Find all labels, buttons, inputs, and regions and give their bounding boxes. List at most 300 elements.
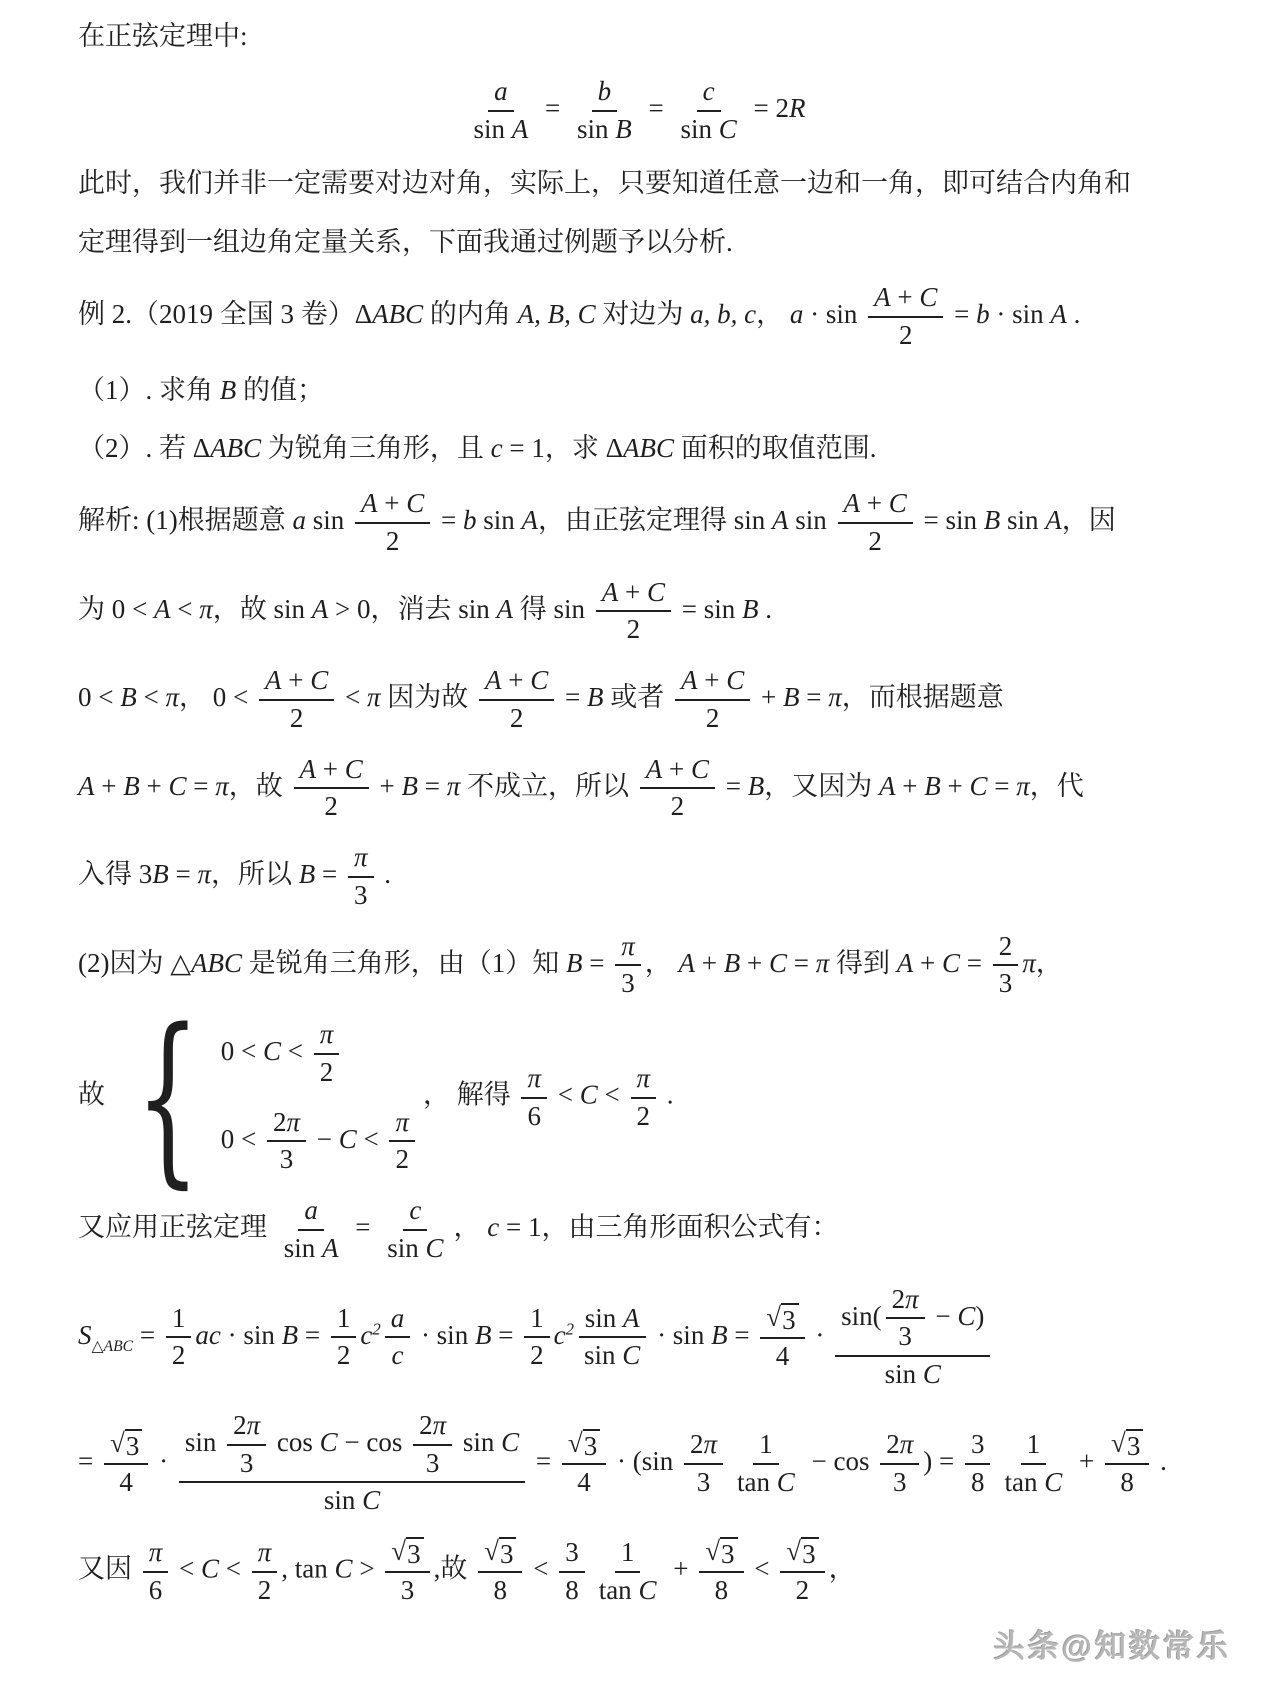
doc-line xyxy=(78,841,1191,913)
math-roman: = xyxy=(719,770,748,801)
fraction-numerator xyxy=(252,1536,278,1573)
math-roman: + xyxy=(316,753,345,784)
fraction-denominator xyxy=(395,1573,421,1608)
math-roman: < xyxy=(526,1553,556,1584)
fraction-denominator xyxy=(731,1465,801,1500)
fraction-denominator xyxy=(709,1573,735,1608)
radical-sign-icon: √ xyxy=(109,1428,125,1459)
fraction-denominator xyxy=(522,1099,548,1134)
math-variable: c xyxy=(487,1212,500,1243)
sqrt-expression xyxy=(568,1429,600,1462)
math-roman: = xyxy=(168,859,198,890)
math-roman: + xyxy=(695,947,724,978)
math-variable: B xyxy=(401,770,418,801)
math-variable: π xyxy=(366,682,381,713)
math-roman: 3 xyxy=(621,968,635,999)
math-roman: = xyxy=(186,770,216,801)
math-variable: C xyxy=(718,113,737,144)
math-variable: π xyxy=(148,1536,163,1567)
fraction-denominator xyxy=(318,789,344,824)
math-variable: B xyxy=(924,770,941,801)
math-roman: + xyxy=(860,488,889,519)
math-roman: 1 xyxy=(336,1302,351,1333)
math-roman: = xyxy=(641,92,671,123)
math-variable: C xyxy=(922,1359,941,1390)
text-run: ，代 xyxy=(1029,770,1084,801)
fraction-denominator xyxy=(631,1099,657,1134)
fraction-numerator xyxy=(385,1535,429,1573)
fraction-numerator xyxy=(615,930,641,967)
fraction-numerator xyxy=(675,664,750,701)
math-roman: > xyxy=(352,1553,382,1584)
doc-line xyxy=(78,163,1191,205)
text-run: 故 xyxy=(78,1079,105,1110)
math-fraction xyxy=(675,664,750,736)
text-run: （2）. 若 xyxy=(78,433,193,464)
math-fraction xyxy=(252,1536,278,1608)
math-fraction xyxy=(294,753,369,825)
text-run: ，而根据题意 xyxy=(841,682,1004,713)
text-run: 为锐角三角形，且 xyxy=(261,433,491,464)
math-roman: < xyxy=(356,1123,386,1154)
math-variable: C xyxy=(647,576,666,607)
math-roman: 2 xyxy=(395,1144,409,1175)
math-roman: 8 xyxy=(970,1466,985,1497)
text-run: ，消去 xyxy=(370,593,459,624)
fraction-denominator xyxy=(998,1465,1068,1500)
math-fraction xyxy=(578,1302,646,1374)
fraction-denominator xyxy=(879,1357,947,1392)
math-roman: = xyxy=(538,92,567,123)
math-roman: 4 xyxy=(119,1467,133,1498)
radical-sign-icon: √ xyxy=(766,1301,782,1332)
math-roman: 0 < xyxy=(78,682,121,713)
text-run: 不成立，所以 xyxy=(460,770,636,801)
fraction-numerator xyxy=(631,1062,657,1099)
fraction-numerator xyxy=(389,1106,415,1143)
math-superscript: 2 xyxy=(565,1319,575,1339)
math-roman: sin xyxy=(273,593,312,624)
doc-line xyxy=(78,370,1191,412)
math-fraction xyxy=(559,1536,585,1608)
math-roman: 3 xyxy=(696,1466,711,1497)
fraction-numerator xyxy=(592,75,618,112)
math-roman: 1 xyxy=(759,1428,773,1459)
math-roman: = xyxy=(298,1319,327,1350)
math-fraction xyxy=(521,1062,547,1134)
fraction-denominator xyxy=(113,1465,139,1500)
fraction-numerator xyxy=(403,1194,427,1231)
math-variable: π xyxy=(1022,947,1036,978)
text-run: ，故 xyxy=(212,593,274,624)
math-roman: 2 xyxy=(705,702,720,733)
text-run: 入得 xyxy=(78,859,139,890)
doc-line xyxy=(78,930,1191,1002)
math-variable: C xyxy=(338,1123,357,1154)
fraction-numerator xyxy=(559,1536,585,1573)
math-roman: 4 xyxy=(577,1467,591,1498)
math-variable: π xyxy=(197,859,212,890)
math-roman: ) = xyxy=(923,1445,961,1476)
radical-sign-icon: √ xyxy=(567,1428,583,1459)
math-roman: , tan xyxy=(281,1553,335,1584)
math-variable: C xyxy=(690,753,709,784)
math-roman: + xyxy=(618,576,648,607)
math-roman: = 1 xyxy=(502,433,545,464)
text-run: (2)因为 xyxy=(78,947,171,978)
math-roman: sin xyxy=(473,113,512,144)
math-roman: sin xyxy=(553,593,592,624)
math-variable: π xyxy=(1016,770,1030,801)
fraction-denominator xyxy=(700,701,726,736)
math-fraction xyxy=(267,1106,306,1178)
fraction-denominator xyxy=(559,1573,585,1608)
math-roman: 2 xyxy=(319,1056,334,1087)
math-fraction xyxy=(524,1302,550,1374)
math-roman: · sin xyxy=(989,298,1051,329)
fraction-denominator xyxy=(143,1573,169,1608)
math-roman: . xyxy=(1066,298,1081,329)
math-variable: C xyxy=(425,1232,444,1263)
equation-system xyxy=(109,989,419,1206)
fraction-denominator xyxy=(524,1338,550,1373)
math-roman: 3 xyxy=(565,1536,579,1567)
math-roman: = xyxy=(133,1319,162,1350)
math-fraction xyxy=(993,930,1019,1002)
math-variable: A xyxy=(299,753,316,784)
fraction-denominator xyxy=(348,878,374,913)
math-variable: π xyxy=(165,682,179,713)
sqrt-expression xyxy=(766,1303,798,1336)
math-roman: 2 xyxy=(636,1100,651,1131)
math-roman: 2 xyxy=(891,1283,906,1314)
math-roman: 3 xyxy=(354,879,368,910)
fraction-denominator xyxy=(790,1573,816,1608)
math-variable: π xyxy=(215,770,229,801)
sqrt-expression xyxy=(786,1537,818,1570)
math-variable: π xyxy=(446,770,461,801)
doc-line xyxy=(78,753,1191,825)
fraction-denominator xyxy=(893,318,919,353)
math-roman: ) xyxy=(975,1300,985,1331)
math-variable: ac xyxy=(195,1319,221,1350)
math-roman: 3 xyxy=(970,1428,985,1459)
math-variable: b xyxy=(462,505,477,536)
math-roman: = xyxy=(799,682,829,713)
text-run: 又应用正弦定理 xyxy=(78,1212,274,1243)
fraction-denominator xyxy=(381,1231,449,1266)
math-fraction xyxy=(478,1535,522,1608)
math-variable: a xyxy=(789,298,804,329)
math-roman: 2 xyxy=(419,1409,433,1440)
text-run: ，所以 xyxy=(211,859,299,890)
math-roman: 2 xyxy=(324,791,338,822)
fraction-denominator xyxy=(862,524,888,559)
math-fraction xyxy=(998,1428,1068,1500)
math-roman: tan xyxy=(598,1574,639,1605)
math-fraction xyxy=(348,841,374,913)
fraction-denominator xyxy=(284,701,310,736)
fraction-denominator xyxy=(571,112,638,147)
math-roman: < xyxy=(551,1079,580,1110)
math-roman: 4 xyxy=(775,1341,790,1371)
math-fraction xyxy=(631,1062,657,1134)
math-variable: π xyxy=(703,1428,717,1459)
radical-sign-icon: √ xyxy=(484,1536,499,1567)
math-variable: C xyxy=(888,488,907,519)
math-fraction xyxy=(640,753,715,825)
text-run: 解析: (1)根据题意 xyxy=(78,505,293,536)
math-roman: 2 xyxy=(795,1575,810,1606)
sqrt-expression xyxy=(484,1537,516,1570)
math-variable: C xyxy=(622,1340,641,1371)
text-run: ，又因为 xyxy=(764,770,879,801)
fraction-numerator xyxy=(886,1283,925,1320)
math-variable: B xyxy=(983,505,1001,536)
fraction-numerator xyxy=(166,1302,192,1339)
text-run: 面积的取值范围. xyxy=(673,433,877,464)
text-run: 为 xyxy=(78,593,112,624)
math-roman: sin xyxy=(283,1232,323,1263)
radicand: 3 xyxy=(499,1537,517,1570)
fraction-numerator xyxy=(385,1302,411,1339)
math-roman: 2 xyxy=(171,1340,186,1371)
math-roman: sin xyxy=(305,505,351,536)
math-roman: 8 xyxy=(1120,1467,1134,1498)
doc-line xyxy=(78,664,1191,736)
math-roman: 2 xyxy=(272,1106,287,1137)
math-roman: 0 < xyxy=(212,682,255,713)
math-variable: C xyxy=(969,770,988,801)
math-variable: A xyxy=(511,113,529,144)
math-roman: + xyxy=(501,665,531,696)
math-roman: 0 < xyxy=(220,1123,263,1154)
fraction-denominator xyxy=(665,789,691,824)
math-roman: 1 xyxy=(620,1536,635,1567)
math-variable: c xyxy=(360,1319,373,1350)
fraction-numerator xyxy=(524,1302,550,1339)
math-roman: < xyxy=(136,682,166,713)
math-variable: A xyxy=(878,770,896,801)
math-roman: sin xyxy=(584,1340,623,1371)
math-roman: + xyxy=(890,282,920,313)
math-roman: 2 xyxy=(670,791,685,822)
math-roman: = xyxy=(491,1319,521,1350)
fraction-denominator xyxy=(385,1338,409,1373)
text-run: ,故 xyxy=(433,1553,475,1584)
math-roman: < xyxy=(597,1079,627,1110)
math-variable: ABC xyxy=(372,298,424,329)
math-fraction xyxy=(355,487,430,559)
math-variable: S xyxy=(78,1319,92,1350)
text-run: ，故 xyxy=(228,770,290,801)
math-roman: + xyxy=(94,770,124,801)
math-roman: sin( xyxy=(841,1300,882,1331)
math-fraction xyxy=(227,1409,266,1481)
fraction-numerator xyxy=(835,1283,990,1358)
math-roman: = 1 xyxy=(499,1212,542,1243)
math-roman: 8 xyxy=(714,1575,729,1606)
fraction-denominator xyxy=(420,1446,446,1481)
math-variable: C xyxy=(262,1036,281,1067)
math-fraction xyxy=(965,1428,991,1500)
math-roman: 3 xyxy=(998,968,1013,999)
doc-line xyxy=(78,487,1191,559)
text-run: 例 2.（2019 全国 3 卷） xyxy=(78,298,355,329)
math-roman: sin xyxy=(456,1426,502,1457)
math-roman: . xyxy=(660,1079,674,1110)
fraction-denominator xyxy=(571,1465,597,1500)
math-roman: △ xyxy=(170,947,191,978)
math-roman: − xyxy=(928,1300,958,1331)
math-variable: π xyxy=(286,1106,300,1137)
fraction-numerator xyxy=(760,1301,804,1339)
text-run: ，求 xyxy=(544,433,606,464)
fraction-numerator xyxy=(294,753,369,790)
math-variable: C xyxy=(319,1426,338,1457)
math-variable: A xyxy=(645,753,663,784)
math-roman: < xyxy=(338,682,367,713)
fraction-denominator xyxy=(504,701,530,736)
sqrt-expression xyxy=(391,1537,423,1570)
fraction-numerator xyxy=(880,1428,919,1465)
math-roman: + xyxy=(281,665,311,696)
math-variable: A xyxy=(680,665,698,696)
math-fraction xyxy=(684,1428,723,1500)
fraction-denominator xyxy=(166,1338,192,1373)
doc-line xyxy=(78,1535,1191,1608)
math-variable: C xyxy=(768,947,787,978)
math-roman: sin xyxy=(733,505,773,536)
math-roman: + xyxy=(913,947,942,978)
math-variable: A xyxy=(678,947,696,978)
fraction-numerator xyxy=(838,487,913,524)
radicand: 3 xyxy=(406,1537,424,1570)
text-run: 的内角 xyxy=(423,298,518,329)
math-fraction xyxy=(413,1409,452,1481)
math-roman: tan xyxy=(737,1466,777,1497)
math-roman: 3 xyxy=(400,1575,415,1606)
math-roman: sin xyxy=(387,1232,426,1263)
fraction-numerator xyxy=(596,576,671,613)
fraction-numerator xyxy=(1021,1428,1047,1465)
text-run: 是锐角三角形，由（1）知 xyxy=(242,947,566,978)
math-variable: a xyxy=(292,505,306,536)
math-variable: C xyxy=(942,947,961,978)
math-variable: B xyxy=(281,1319,299,1350)
fraction-numerator xyxy=(993,930,1019,967)
math-variable: A xyxy=(264,665,282,696)
math-roman: · (sin xyxy=(610,1445,680,1476)
math-roman: 2 xyxy=(868,525,882,556)
math-fraction xyxy=(886,1283,925,1355)
text-run: ， xyxy=(179,682,213,713)
fraction-numerator xyxy=(479,664,554,701)
math-variable: C xyxy=(201,1553,220,1584)
math-roman: = xyxy=(315,859,344,890)
doc-line xyxy=(78,281,1191,353)
fraction-denominator xyxy=(615,966,641,1001)
math-variable: A xyxy=(496,593,514,624)
fraction-numerator xyxy=(179,1409,525,1484)
math-variable: B xyxy=(615,113,632,144)
math-roman: + xyxy=(662,753,691,784)
text-run: 定理得到一组边角定量关系，下面我通过例题予以分析. xyxy=(78,227,733,258)
fraction-denominator xyxy=(278,1231,345,1266)
math-fraction xyxy=(593,1536,663,1608)
text-run: ， xyxy=(453,1212,488,1243)
fraction-denominator xyxy=(770,1339,796,1374)
math-variable: C xyxy=(501,1426,520,1457)
radicand: 3 xyxy=(1126,1429,1144,1462)
text-run: ，由三角形面积公式有： xyxy=(541,1212,839,1243)
fraction-denominator xyxy=(314,1055,340,1090)
math-roman: · sin xyxy=(414,1319,475,1350)
math-roman: 2 xyxy=(626,614,641,645)
math-roman: = xyxy=(987,770,1017,801)
math-fraction xyxy=(314,1018,340,1090)
math-roman: sin xyxy=(788,505,834,536)
text-run: ， xyxy=(1035,947,1063,978)
math-roman: · sin xyxy=(220,1319,282,1350)
math-fraction xyxy=(278,1194,345,1266)
math-fraction xyxy=(385,1302,411,1374)
math-variable: ABC xyxy=(622,433,674,464)
math-roman: = xyxy=(787,947,816,978)
math-roman: sin xyxy=(576,113,616,144)
fraction-denominator xyxy=(234,1446,260,1481)
fraction-denominator xyxy=(380,524,406,559)
math-variable: c xyxy=(702,75,715,106)
math-roman: + xyxy=(372,770,402,801)
math-roman: = xyxy=(78,1445,100,1476)
math-roman: = xyxy=(417,770,447,801)
text-run: 或者 xyxy=(603,682,671,713)
math-roman: = xyxy=(582,947,612,978)
radical-sign-icon: √ xyxy=(1110,1428,1126,1459)
math-roman: 2 xyxy=(509,702,524,733)
math-roman: < xyxy=(170,593,200,624)
fraction-denominator xyxy=(318,1483,386,1518)
math-variable: π xyxy=(828,682,842,713)
math-variable: π xyxy=(395,1106,409,1137)
fraction-denominator xyxy=(593,1573,663,1608)
math-variable: A xyxy=(521,505,538,536)
text-run: ，因 xyxy=(1061,505,1116,536)
fraction-denominator xyxy=(252,1573,278,1608)
doc-line xyxy=(78,1283,1191,1392)
math-variable: C xyxy=(168,770,187,801)
math-variable: A xyxy=(772,505,789,536)
math-roman: < xyxy=(747,1553,777,1584)
math-roman: 3 xyxy=(239,1447,254,1478)
math-fraction xyxy=(780,1535,824,1608)
radical-sign-icon: √ xyxy=(705,1536,721,1567)
radicand: 3 xyxy=(781,1303,799,1336)
system-row xyxy=(221,1018,344,1090)
math-variable: R xyxy=(789,92,806,123)
math-variable: A xyxy=(78,770,95,801)
math-variable: π xyxy=(621,930,635,961)
math-variable: π xyxy=(527,1062,542,1093)
math-roman: sin xyxy=(458,593,497,624)
math-roman: 3 xyxy=(138,859,153,890)
math-roman: 3 xyxy=(279,1144,294,1175)
math-variable: a xyxy=(304,1195,318,1226)
doc-line xyxy=(78,428,1191,470)
math-roman: − xyxy=(309,1123,339,1154)
math-roman: = 2 xyxy=(746,92,789,123)
